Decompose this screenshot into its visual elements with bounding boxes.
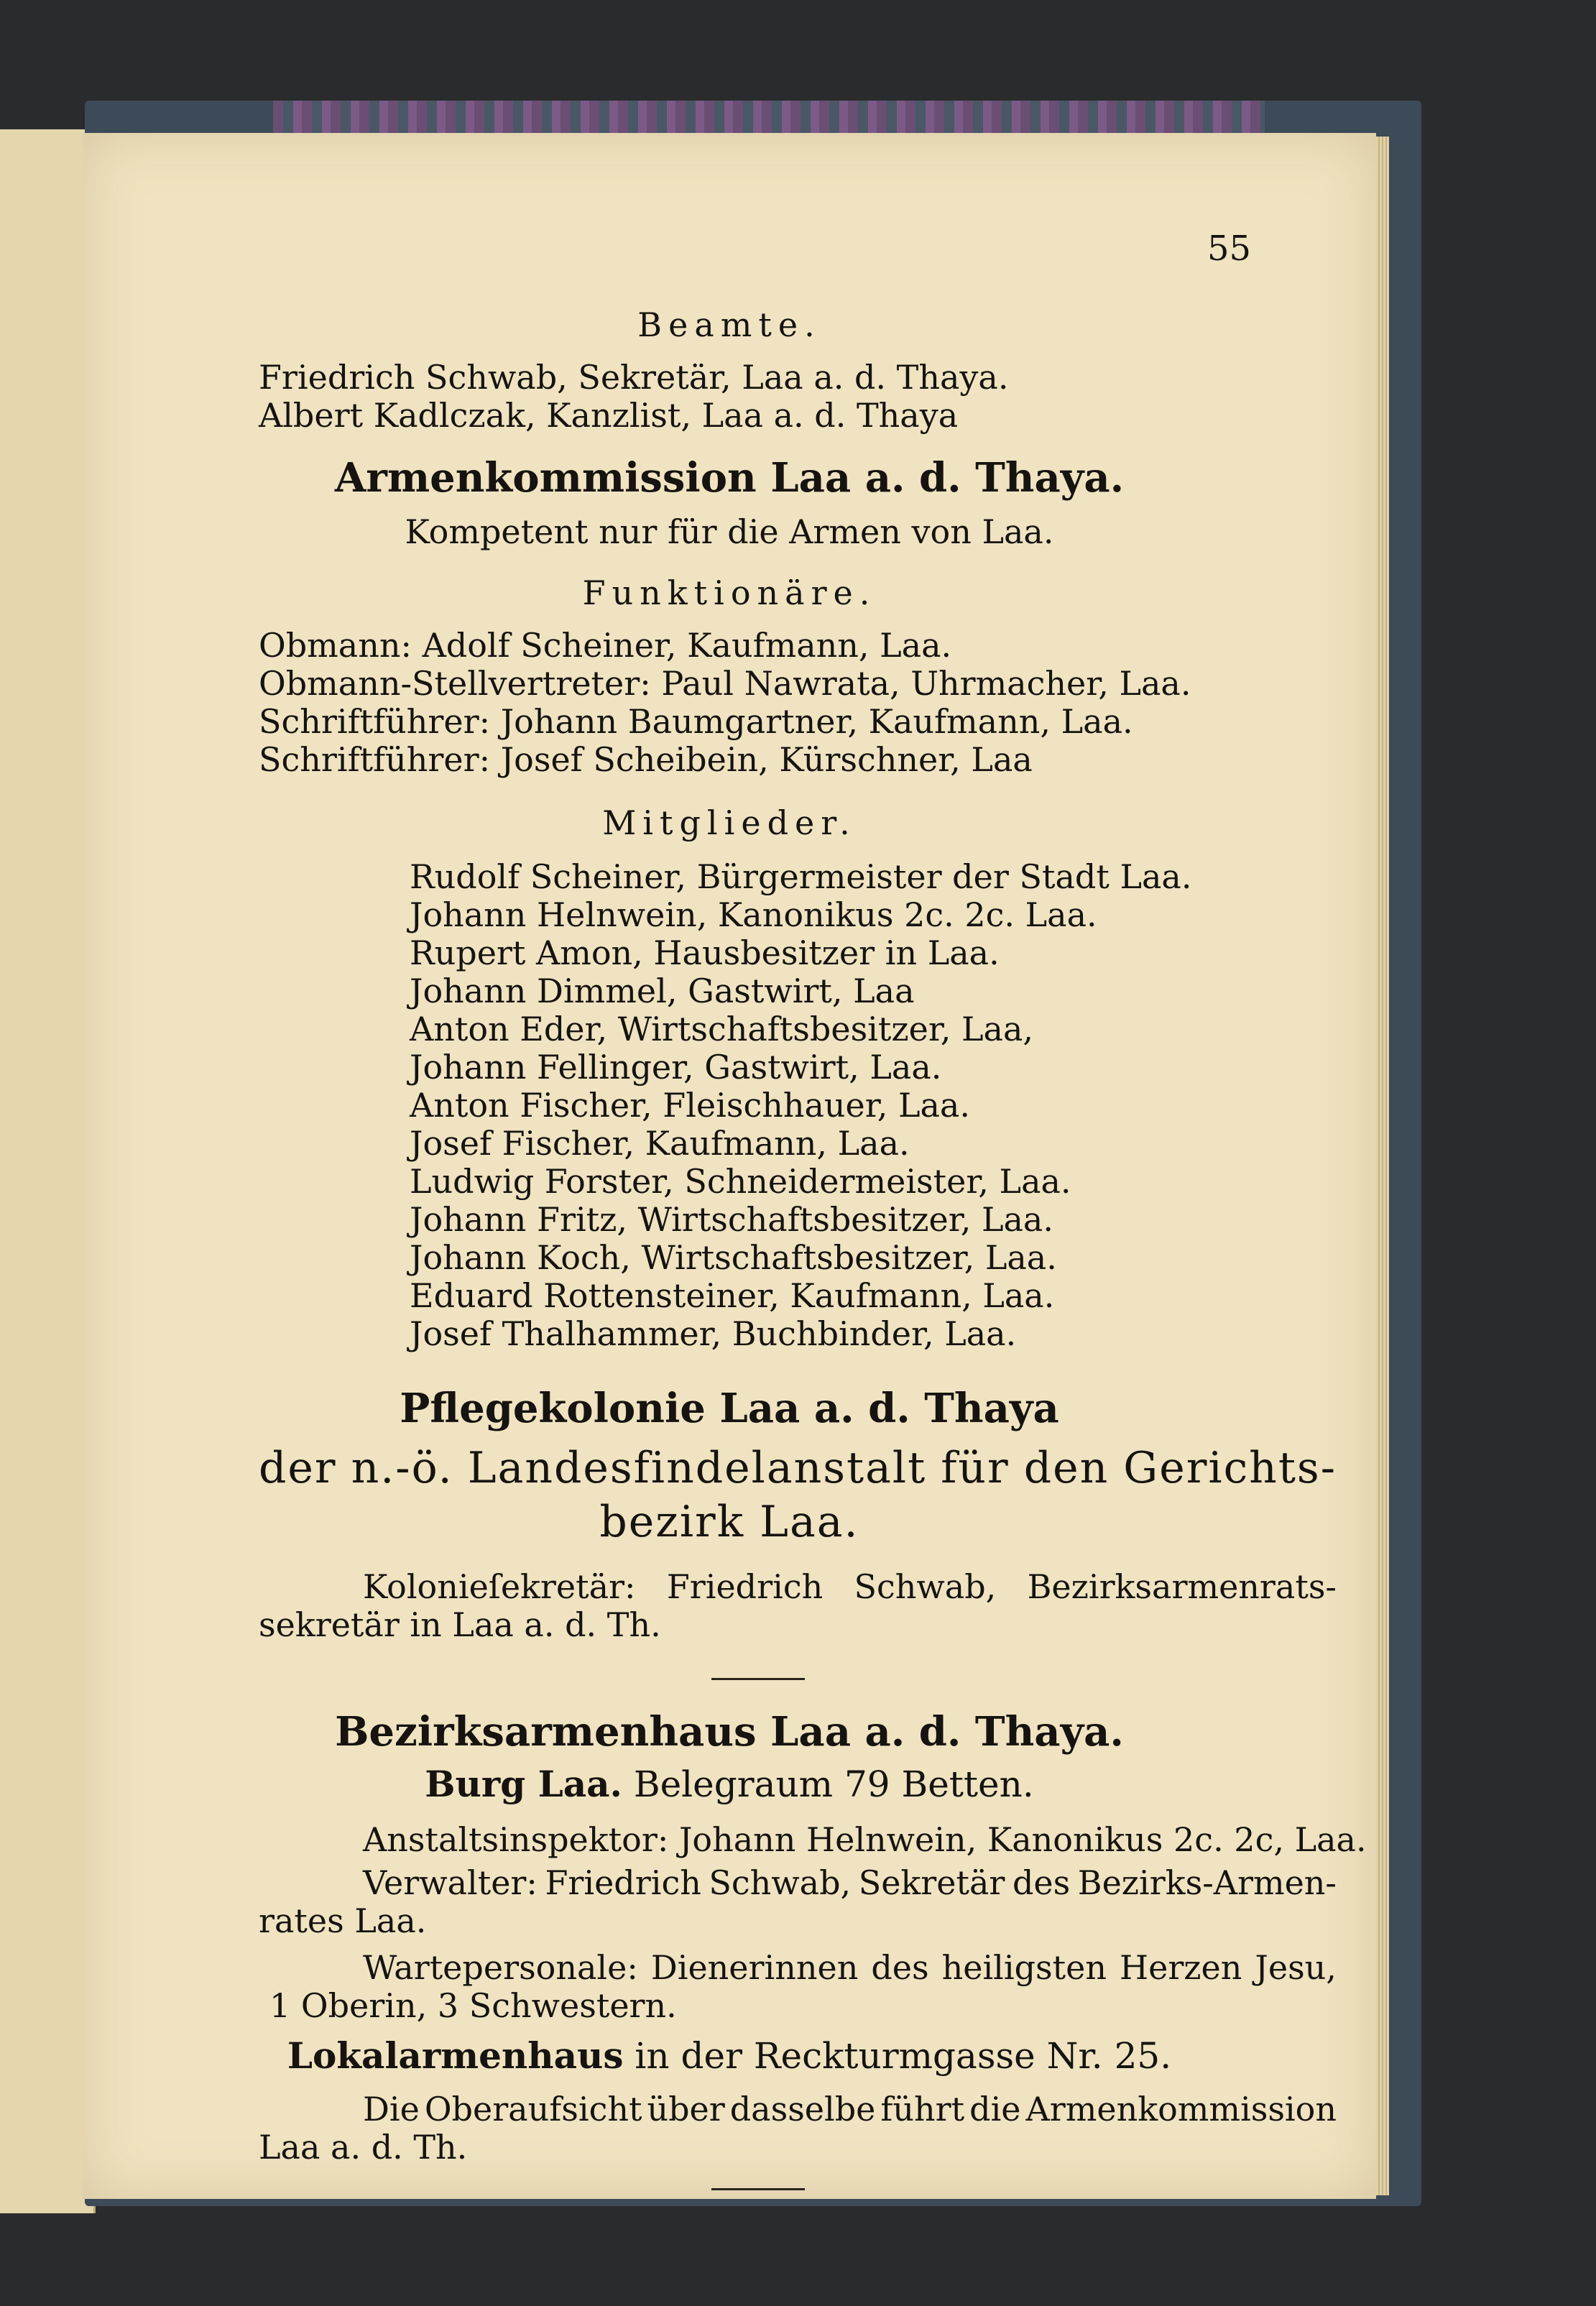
word: Bezirks-Armen- <box>1077 1863 1337 1902</box>
burg-label: Burg Laa. <box>425 1763 622 1805</box>
inspektor-line: Anstaltsinspektor: Johann Helnwein, Kanonikus 2c. 2c, Laa. <box>363 1820 1367 1859</box>
cover-top-band <box>273 101 1265 137</box>
beamte-line: Albert Kadlczak, Kanzlist, Laa a. d. Thaya <box>259 396 959 435</box>
mitglied-line: Anton Eder, Wirtschaftsbesitzer, Laa, <box>410 1010 1034 1048</box>
armenkommission-subline: Kompetent nur für die Armen von Laa. <box>405 512 1054 551</box>
word: Schwab, <box>854 1567 997 1606</box>
section-heading-beamte: Beamte. <box>637 305 821 344</box>
word: Armenkommission <box>1025 2090 1337 2129</box>
lokalarmenhaus-line <box>83 2036 1376 2076</box>
word: Oberaufsicht <box>424 2090 642 2129</box>
word: für <box>941 1443 1010 1493</box>
burg-text: Belegraum 79 Betten. <box>622 1763 1034 1805</box>
funktionaere-heading: Funktionäre. <box>582 573 877 612</box>
word: Friedrich <box>666 1567 824 1606</box>
lokalarmenhaus-text: in der Reckturmgasse Nr. 25. <box>623 2035 1172 2077</box>
mitglied-line: Josef Thalhammer, Buchbinder, Laa. <box>410 1314 1017 1353</box>
pflegekolonie-secretary-line2: sekretär in Laa a. d. Th. <box>259 1605 661 1644</box>
mitglied-line: Johann Koch, Wirtschaftsbesitzer, Laa. <box>410 1238 1057 1277</box>
verwalter-line2: rates Laa. <box>259 1901 427 1940</box>
mitglied-line: Johann Helnwein, Kanonikus 2c. 2c. Laa. <box>410 895 1097 934</box>
mitglied-line: Eduard Rottensteiner, Kaufmann, Laa. <box>410 1276 1055 1315</box>
section-heading-pflegekolonie: Pflegekolonie Laa a. d. Thaya <box>400 1385 1059 1432</box>
word: n.-ö. <box>351 1443 453 1493</box>
verwalter-line <box>363 1865 1337 1901</box>
mitglieder-heading: Mitglieder. <box>602 803 857 842</box>
word: Herzen <box>1119 1948 1242 1987</box>
wartepersonale-line2: 1 Oberin, 3 Schwestern. <box>269 1986 677 2025</box>
mitglied-line: Johann Fellinger, Gastwirt, Laa. <box>410 1048 942 1087</box>
word: Wartepersonale: <box>363 1948 638 1987</box>
section-heading-armenkommission: Armenkommission Laa a. d. Thaya. <box>334 454 1125 502</box>
word: Bezirksarmenrats- <box>1027 1567 1337 1606</box>
burg-line <box>83 1764 1376 1804</box>
beamte-line: Friedrich Schwab, Sekretär, Laa a. d. Thaya. <box>259 358 1009 397</box>
word: Schwab, <box>709 1863 852 1902</box>
word: Sekretär <box>858 1863 1005 1902</box>
word: Gerichts- <box>1123 1443 1337 1493</box>
oberaufsicht-line <box>363 2091 1337 2128</box>
pflegekolonie-secretary <box>363 1569 1337 1605</box>
funktionaer-line: Schriftführer: Johann Baumgartner, Kaufmann, Laa. <box>259 702 1133 741</box>
word: über <box>647 2090 725 2129</box>
word: dasselbe <box>729 2090 876 2129</box>
page-number: 55 <box>1207 229 1252 269</box>
funktionaer-line: Schriftführer: Josef Scheibein, Kürschner, Laa <box>259 740 1033 779</box>
word: die <box>969 2090 1021 2129</box>
funktionaer-line: Obmann: Adolf Scheiner, Kaufmann, Laa. <box>259 626 952 665</box>
section-heading-bezirksarmenhaus: Bezirksarmenhaus Laa a. d. Thaya. <box>335 1708 1124 1756</box>
mitglied-line: Johann Fritz, Wirtschaftsbesitzer, Laa. <box>410 1200 1053 1239</box>
mitglied-line: Josef Fischer, Kaufmann, Laa. <box>410 1124 910 1163</box>
funktionaer-line: Obmann-Stellvertreter: Paul Nawrata, Uhrmacher, Laa. <box>259 664 1191 703</box>
word: der <box>259 1443 337 1493</box>
word: Kolonieſekretär: <box>363 1567 636 1606</box>
mitglied-line: Anton Fischer, Fleischhauer, Laa. <box>410 1086 970 1125</box>
word: Die <box>363 2090 420 2129</box>
pflegekolonie-subheading-line2: bezirk Laa. <box>599 1497 859 1547</box>
mitglied-line: Ludwig Forster, Schneidermeister, Laa. <box>410 1162 1071 1201</box>
word: Landesfindelanstalt <box>467 1443 927 1493</box>
word: heiligsten <box>941 1948 1107 1987</box>
word: Friedrich <box>545 1863 701 1902</box>
mitglied-line: Rupert Amon, Hausbesitzer in Laa. <box>410 933 1000 972</box>
word: führt <box>880 2090 965 2129</box>
word: des <box>1012 1863 1071 1902</box>
word: Jesu, <box>1255 1948 1337 1987</box>
word: Dienerinnen <box>650 1948 859 1987</box>
word: den <box>1023 1443 1110 1493</box>
divider <box>711 1678 805 1680</box>
wartepersonale-line <box>363 1950 1337 1986</box>
mitglied-line: Rudolf Scheiner, Bürgermeister der Stadt Laa. <box>410 857 1192 896</box>
lokalarmenhaus-label: Lokalarmenhaus <box>287 2034 624 2077</box>
mitglied-line: Johann Dimmel, Gastwirt, Laa <box>410 972 915 1010</box>
divider <box>711 2188 805 2190</box>
book-page <box>83 133 1376 2199</box>
word: Verwalter: <box>363 1863 538 1902</box>
oberaufsicht-line2: Laa a. d. Th. <box>259 2128 468 2167</box>
word: des <box>871 1948 929 1987</box>
pflegekolonie-subheading <box>259 1444 1337 1492</box>
left-page-edge <box>0 129 96 2213</box>
